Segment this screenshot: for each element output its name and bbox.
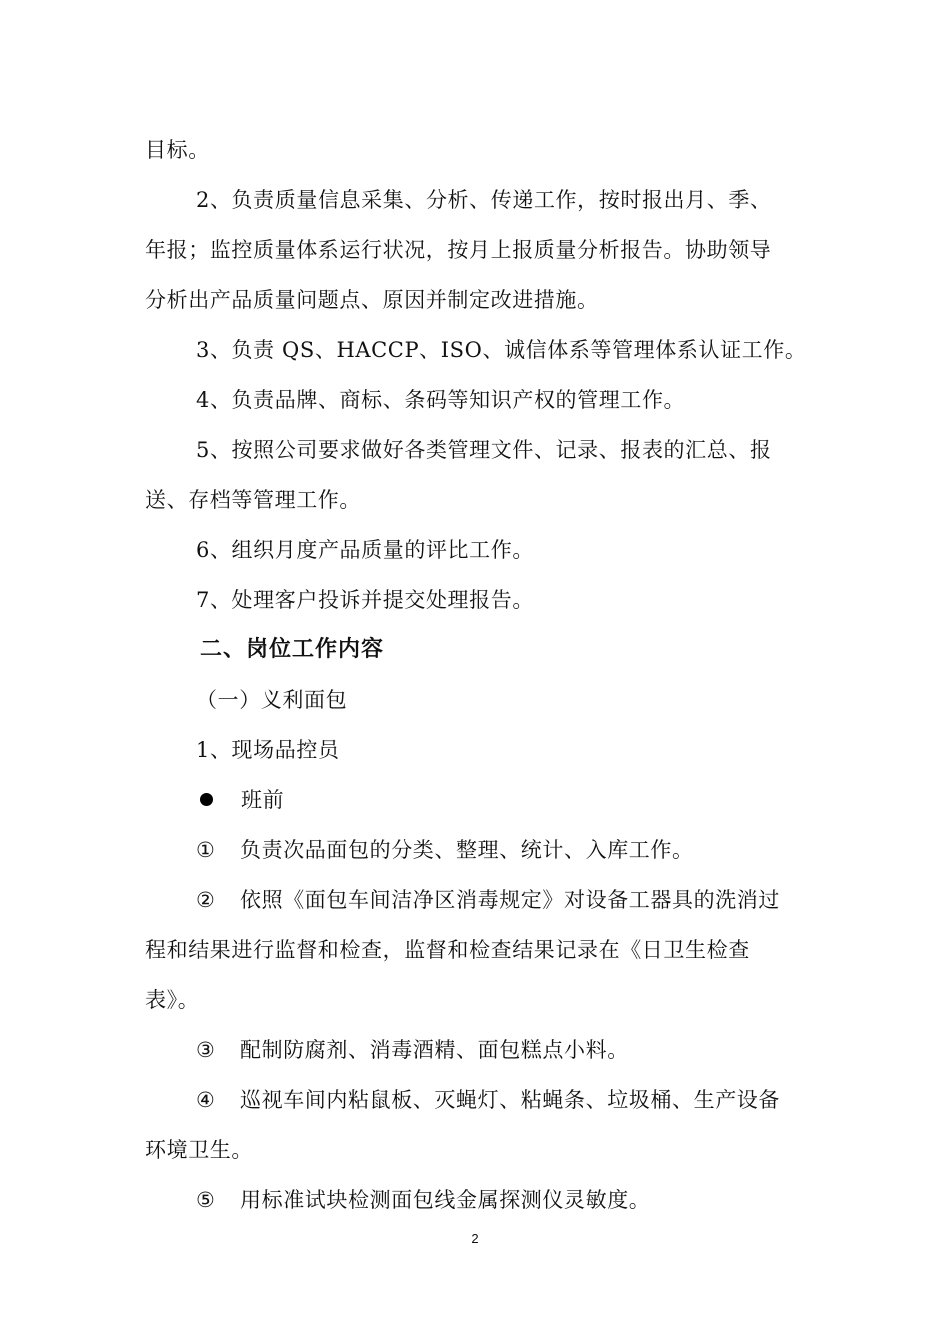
circled-number: ①: [196, 838, 216, 862]
list-item: [196, 885, 780, 915]
text-line: 表》。: [145, 988, 200, 1012]
list-item-text: 依照《面包车间洁净区消毒规定》对设备工器具的洗消过: [240, 888, 780, 912]
text-line: 5、按照公司要求做好各类管理文件、记录、报表的汇总、报: [196, 438, 772, 462]
text-line: 目标。: [145, 138, 210, 162]
text-line: 程和结果进行监督和检查，监督和检查结果记录在《日卫生检查: [145, 938, 750, 962]
text-line: 3、负责 QS、HACCP、ISO、诚信体系等管理体系认证工作。: [196, 338, 807, 362]
subsection-title: 1、现场品控员: [196, 738, 340, 762]
list-item: [196, 1185, 650, 1215]
text-line: 7、处理客户投诉并提交处理报告。: [196, 588, 534, 612]
text-line: 送、存档等管理工作。: [145, 488, 361, 512]
circled-number: ②: [196, 888, 216, 912]
bullet-item: [200, 785, 284, 815]
list-item-text: 用标准试块检测面包线金属探测仪灵敏度。: [240, 1188, 651, 1212]
list-item: [196, 1035, 629, 1065]
circled-number: ④: [196, 1088, 216, 1112]
text-line: 4、负责品牌、商标、条码等知识产权的管理工作。: [196, 388, 686, 412]
bullet-label: 班前: [241, 788, 285, 812]
list-item-text: 负责次品面包的分类、整理、统计、入库工作。: [240, 838, 694, 862]
text-line: 分析出产品质量问题点、原因并制定改进措施。: [145, 288, 599, 312]
text-line: 2、负责质量信息采集、分析、传递工作，按时报出月、季、: [196, 188, 772, 212]
text-line: 6、组织月度产品质量的评比工作。: [196, 538, 534, 562]
text-line: 年报；监控质量体系运行状况，按月上报质量分析报告。协助领导: [145, 238, 772, 262]
subsection-title: （一）义利面包: [196, 688, 348, 712]
circled-number: ⑤: [196, 1188, 216, 1212]
section-heading: 二、岗位工作内容: [200, 637, 385, 662]
bullet-icon: [200, 793, 213, 806]
list-item-text: 配制防腐剂、消毒酒精、面包糕点小料。: [240, 1038, 629, 1062]
list-item-text: 巡视车间内粘鼠板、灭蝇灯、粘蝇条、垃圾桶、生产设备: [240, 1088, 780, 1112]
circled-number: ③: [196, 1038, 216, 1062]
list-item: [196, 1085, 780, 1115]
list-item: [196, 835, 694, 865]
text-line: 环境卫生。: [145, 1138, 253, 1162]
page-number: 2: [471, 1231, 479, 1246]
